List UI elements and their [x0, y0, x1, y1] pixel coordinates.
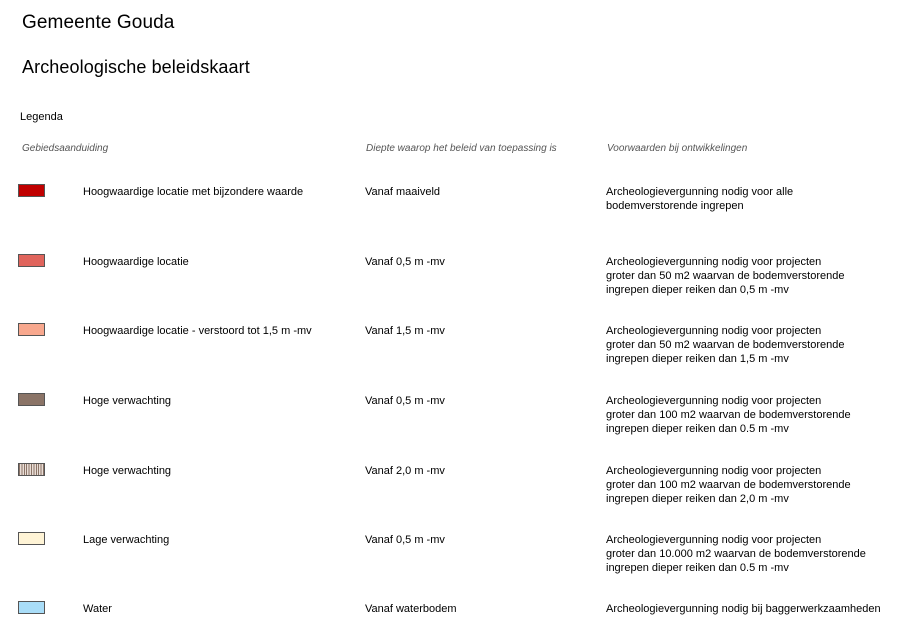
column-header-depth: Diepte waarop het beleid van toepassing is	[366, 143, 557, 154]
legend-area-label: Water	[83, 603, 112, 615]
legend-area-label: Hoogwaardige locatie	[83, 256, 189, 268]
map-title: Gemeente Gouda	[22, 12, 175, 33]
legend-swatch	[18, 532, 45, 545]
legend-area-label: Lage verwachting	[83, 534, 170, 546]
legend-swatch	[18, 323, 45, 336]
legend-depth-label: Vanaf 1,5 m -mv	[365, 325, 445, 337]
legend-depth-label: Vanaf 0,5 m -mv	[365, 256, 445, 268]
legend-area-label: Hoogwaardige locatie - verstoord tot 1,5 m -mv	[83, 325, 312, 337]
legend-depth-label: Vanaf 2,0 m -mv	[365, 465, 445, 477]
legend-condition-text: Archeologievergunning nodig voor projecten groter dan 10.000 m2 waarvan de bodemverstorende ingrepen dieper reiken dan 0.5 m -mv	[606, 534, 866, 574]
legend-condition-text: Archeologievergunning nodig voor alle bodemverstorende ingrepen	[606, 186, 794, 212]
legend-swatch	[18, 184, 45, 197]
legend-condition-text: Archeologievergunning nodig voor projecten groter dan 50 m2 waarvan de bodemverstorende ingrepen dieper reiken dan 0,5 m -mv	[606, 256, 845, 296]
legend-condition-text: Archeologievergunning nodig bij baggerwerkzaamheden	[606, 603, 881, 615]
legend-depth-label: Vanaf maaiveld	[365, 186, 441, 198]
column-header-area: Gebiedsaanduiding	[22, 143, 109, 154]
column-header-conditions: Voorwaarden bij ontwikkelingen	[607, 143, 748, 154]
legend-depth-label: Vanaf 0,5 m -mv	[365, 395, 445, 407]
legend-condition-text: Archeologievergunning nodig voor projecten groter dan 50 m2 waarvan de bodemverstorende ingrepen dieper reiken dan 1,5 m -mv	[606, 325, 845, 365]
legend-area-label: Hoge verwachting	[83, 465, 172, 477]
map-subtitle: Archeologische beleidskaart	[22, 57, 250, 77]
legend-swatch	[18, 254, 45, 267]
legend-area-label: Hoogwaardige locatie met bijzondere waarde	[83, 186, 304, 198]
legend-depth-label: Vanaf 0,5 m -mv	[365, 534, 445, 546]
legend-area-label: Hoge verwachting	[83, 395, 172, 407]
legend-depth-label: Vanaf waterbodem	[365, 603, 457, 615]
legend-swatch	[18, 393, 45, 406]
legend-swatch	[18, 601, 45, 614]
legend-title: Legenda	[20, 111, 63, 123]
legend-swatch	[18, 463, 45, 476]
legend-condition-text: Archeologievergunning nodig voor projecten groter dan 100 m2 waarvan de bodemverstorende ingrepen dieper reiken dan 0.5 m -mv	[606, 395, 851, 435]
legend-condition-text: Archeologievergunning nodig voor projecten groter dan 100 m2 waarvan de bodemverstorende ingrepen dieper reiken dan 2,0 m -mv	[606, 465, 851, 505]
